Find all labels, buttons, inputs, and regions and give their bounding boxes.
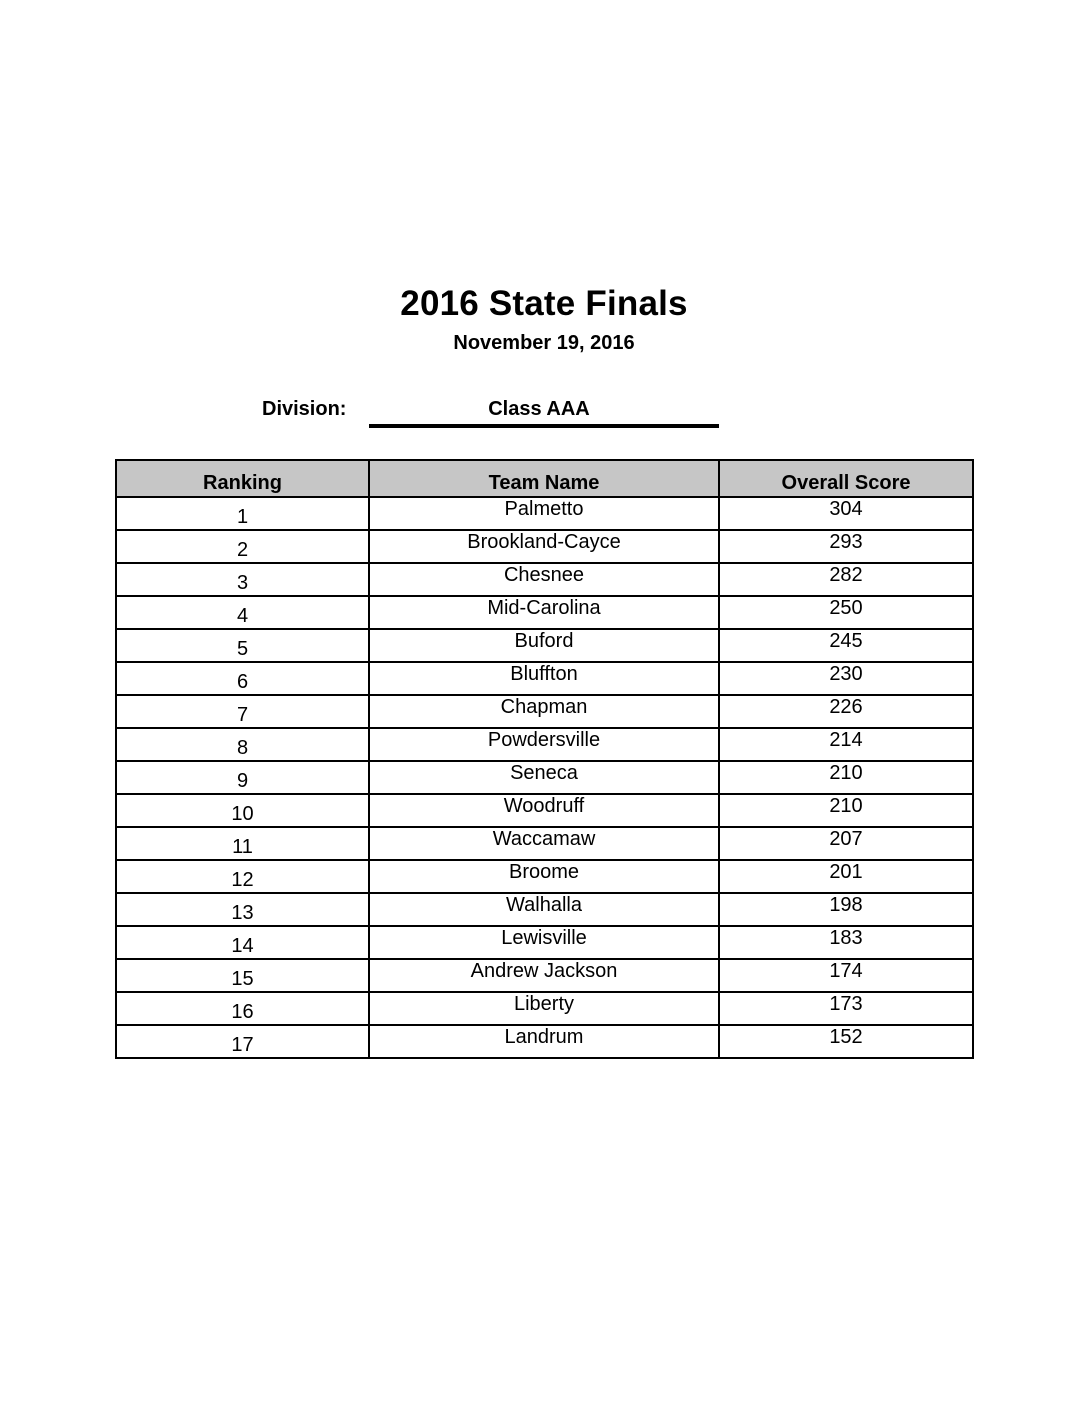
ranking-cell: 5 [116,629,369,662]
team-name-header: Team Name [369,460,719,497]
overall-score-cell: 173 [719,992,973,1025]
table-row [116,992,973,1025]
overall-score-header: Overall Score [719,460,973,497]
team-name-cell: Powdersville [369,728,719,761]
overall-score-cell: 198 [719,893,973,926]
table-row [116,794,973,827]
ranking-cell: 3 [116,563,369,596]
results-body [116,497,973,1058]
team-name-cell: Bluffton [369,662,719,695]
ranking-cell: 16 [116,992,369,1025]
table-row [116,563,973,596]
overall-score-cell: 210 [719,761,973,794]
table-row [116,926,973,959]
ranking-cell: 4 [116,596,369,629]
table-row [116,860,973,893]
overall-score-cell: 226 [719,695,973,728]
overall-score-cell: 207 [719,827,973,860]
overall-score-cell: 210 [719,794,973,827]
team-name-cell: Seneca [369,761,719,794]
table-header-row [116,460,973,497]
ranking-cell: 9 [116,761,369,794]
ranking-cell: 13 [116,893,369,926]
overall-score-cell: 245 [719,629,973,662]
team-name-cell: Andrew Jackson [369,959,719,992]
table-row [116,662,973,695]
ranking-cell: 6 [116,662,369,695]
overall-score-cell: 230 [719,662,973,695]
page-title: 2016 State Finals [400,284,688,323]
table-row [116,695,973,728]
team-name-cell: Mid-Carolina [369,596,719,629]
overall-score-cell: 174 [719,959,973,992]
overall-score-cell: 183 [719,926,973,959]
table-row [116,596,973,629]
table-row [116,629,973,662]
ranking-cell: 10 [116,794,369,827]
overall-score-cell: 282 [719,563,973,596]
team-name-cell: Lewisville [369,926,719,959]
division-label: Division: [262,398,347,420]
table-row [116,761,973,794]
table-row [116,959,973,992]
overall-score-cell: 201 [719,860,973,893]
event-date: November 19, 2016 [453,332,635,354]
table-row [116,1025,973,1058]
team-name-cell: Landrum [369,1025,719,1058]
team-name-cell: Buford [369,629,719,662]
ranking-cell: 2 [116,530,369,563]
ranking-cell: 12 [116,860,369,893]
results-table [115,459,974,1059]
overall-score-cell: 250 [719,596,973,629]
overall-score-cell: 152 [719,1025,973,1058]
ranking-cell: 7 [116,695,369,728]
team-name-cell: Palmetto [369,497,719,530]
ranking-cell: 14 [116,926,369,959]
division-underline [369,424,719,428]
ranking-cell: 1 [116,497,369,530]
division-value: Class AAA [488,398,590,420]
team-name-cell: Waccamaw [369,827,719,860]
overall-score-cell: 214 [719,728,973,761]
team-name-cell: Chapman [369,695,719,728]
table-row [116,827,973,860]
team-name-cell: Broome [369,860,719,893]
ranking-cell: 8 [116,728,369,761]
team-name-cell: Woodruff [369,794,719,827]
table-row [116,893,973,926]
table-row [116,728,973,761]
ranking-cell: 11 [116,827,369,860]
ranking-cell: 17 [116,1025,369,1058]
team-name-cell: Walhalla [369,893,719,926]
ranking-header: Ranking [116,460,369,497]
team-name-cell: Brookland-Cayce [369,530,719,563]
overall-score-cell: 293 [719,530,973,563]
table-row [116,530,973,563]
team-name-cell: Chesnee [369,563,719,596]
overall-score-cell: 304 [719,497,973,530]
ranking-cell: 15 [116,959,369,992]
team-name-cell: Liberty [369,992,719,1025]
table-row [116,497,973,530]
